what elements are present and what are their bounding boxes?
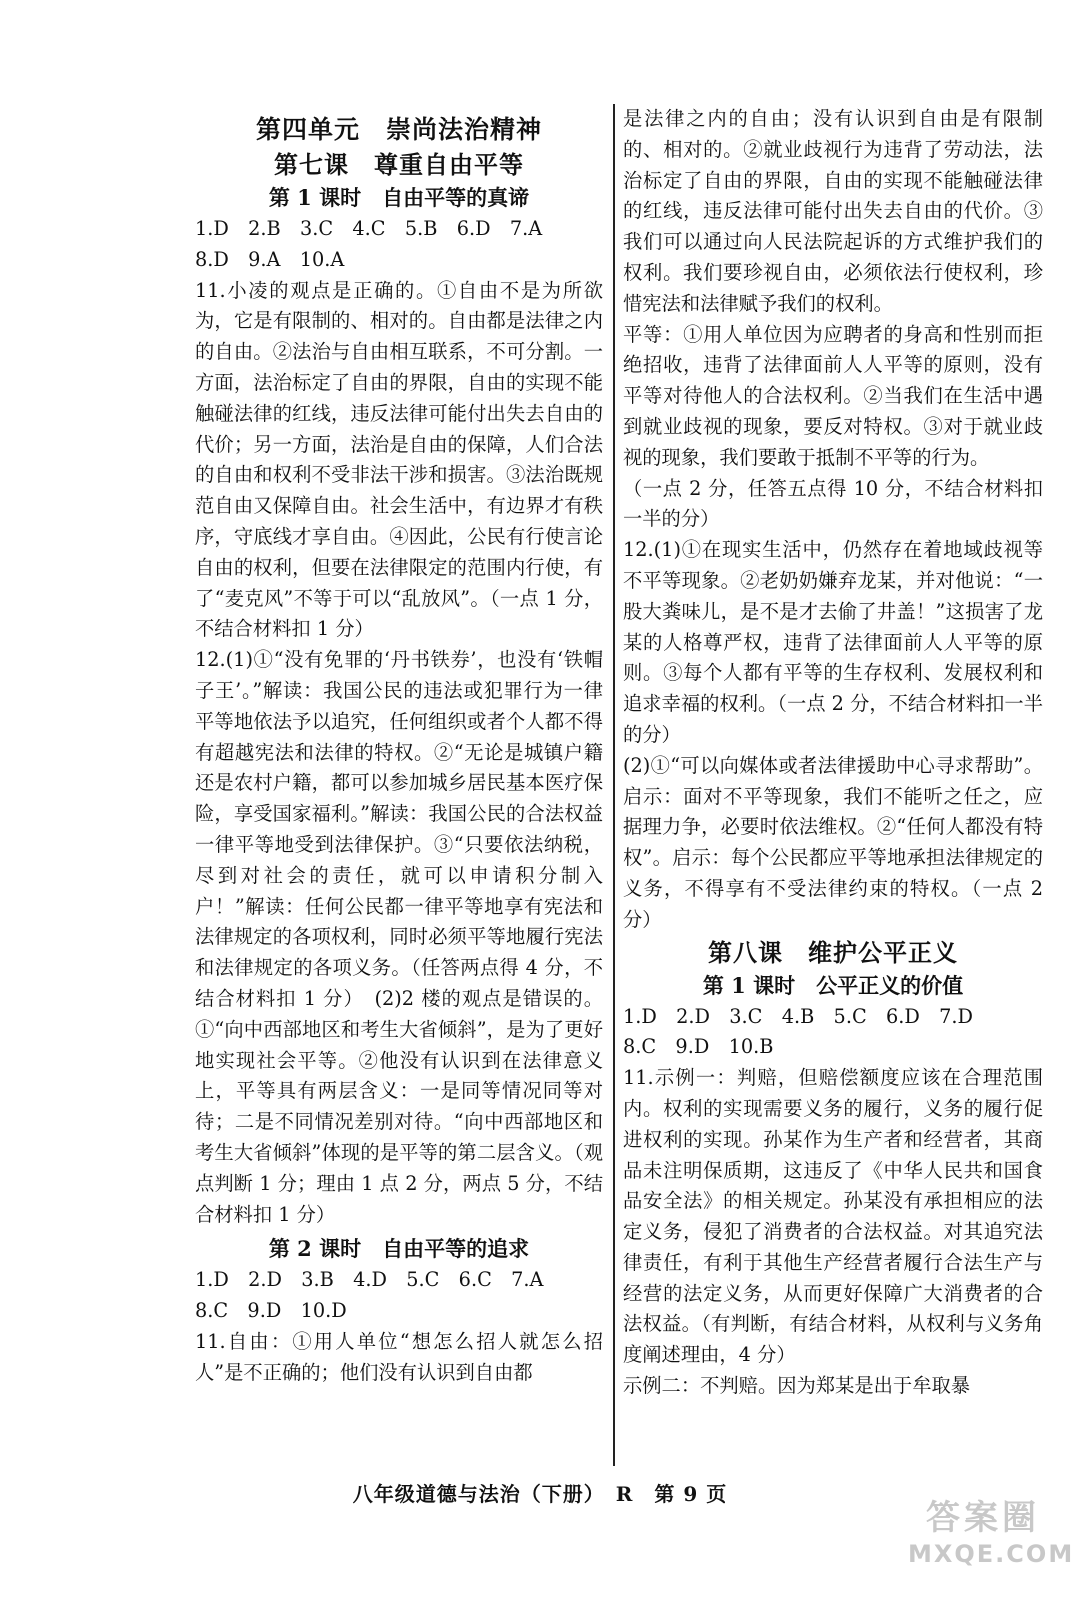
answer-choices-l7p1: 1.D 2.B 3.C 4.C 5.B 6.D 7.A 8.D 9.A 10.A xyxy=(195,217,543,271)
lesson-7-title: 第七课 尊重自由平等 xyxy=(274,150,524,179)
left-column xyxy=(195,112,603,1467)
answer-12-1-l7p2: 12.(1)①在现实生活中，仍然存在着地域歧视等不平等现象。②老奶奶嫌弃龙某，并对他说：“一股大粪味儿，是不是才去偷了井盖！”这损害了龙某的人格尊严权，违背了法律面前人人平等的原则。③每个人都有平等的生存权利、发展权利和追求幸福的权利。（一点 2 分，不结合材料扣一半的分） xyxy=(623,538,1043,746)
answer-11-l8p1: 11.示例一：判赔，但赔偿额度应该在合理范围内。权利的实现需要义务的履行，义务的履行促进权利的实现。孙某作为生产者和经营者，其商品未注明保质期，这违反了《中华人民共和国食品安全法》的相关规定。孙某没有承担相应的法定义务，侵犯了消费者的合法权益。对其追究法律责任，有利于其他生产经营者履行合法生产与经营的法定义务，从而更好保障广大消费者的合法权益。（有判断，有结合材料，从权利与义务角度阐述理由，4 分） xyxy=(623,1066,1043,1367)
watermark-logo xyxy=(908,1496,1075,1578)
answer-11-l8p1-example2: 示例二：不判赔。因为郑某是出于牟取暴 xyxy=(623,1374,971,1398)
lesson-8-period-1-title: 第 1 课时 公平正义的价值 xyxy=(702,972,964,998)
answer-11-l7p2-cont: 是法律之内的自由；没有认识到自由是有限制的、相对的。②就业歧视行为违背了劳动法，法治标定了自由的界限，自由的实现不能触碰法律的红线，违反法律可能付出失去自由的代价。③我们可以通过向人民法院起诉的方式维护我们的权利。我们要珍视自由，必须依法行使权利，珍惜宪法和法律赋予我们的权利。 xyxy=(623,107,1043,315)
lesson-8-title: 第八课 维护公平正义 xyxy=(708,937,958,967)
scoring-note: （一点 2 分，任答五点得 10 分，不结合材料扣一半的分） xyxy=(623,476,1043,531)
unit-title: 第四单元 崇尚法治精神 xyxy=(255,115,542,144)
answer-12-l7p1: 12.(1)①“没有免罪的‘丹书铁券’，也没有‘铁帽子王’。”解读：我国公民的违法或犯罪行为一律平等地依法予以追究，任何组织或者个人都不得有超越宪法和法律的特权。②“无论是城镇户籍还是农村户籍，都可以参加城乡居民基本医疗保险，享受国家福利。”解读：我国公民的合法权益一律平等地受到法律保护。③“只要依法纳税，尽到对社会的责任，就可以申请积分制入户！”解读：任何公民都一律平等地享有宪法和法律规定的各项权利，同时必须平等地履行宪法和法律规定的各项义务。（任答两点得 4 分，不结合材料扣 1 分） (2)2 楼的观点是错误的。①“向中西部地区和考生大省倾斜”，是为了更好地实现社会平等。②他没有认识到在法律意义上，平等具有两层含义：一是同等情况同等对待；二是不同情况差别对待。“向中西部地区和考生大省倾斜”体现的是平等的第二层含义。（观点判断 1 分；理由 1 点 2 分，两点 5 分，不结合材料扣 1 分） xyxy=(195,648,603,1226)
answer-equality: 平等：①用人单位因为应聘者的身高和性别而拒绝招收，违背了法律面前人人平等的原则，没有平等对待他人的合法权利。②当我们在生活中遇到就业歧视的现象，要反对特权。③对于就业歧视的现象，我们要敢于抵制不平等的行为。 xyxy=(623,322,1043,469)
lesson-7-period-2-title: 第 2 课时 自由平等的追求 xyxy=(268,1236,530,1262)
watermark-text: 答案圈 xyxy=(926,1498,1040,1538)
lesson-7-period-1-title: 第 1 课时 自由平等的真谛 xyxy=(268,185,530,210)
answer-choices-l7p2: 1.D 2.D 3.B 4.D 5.C 6.C 7.A 8.C 9.D 10.D xyxy=(195,1268,544,1323)
watermark-url: MXQE.COM xyxy=(908,1540,1075,1568)
answer-11-l7p2-start: 11.自由：①用人单位“想怎么招人就怎么招人”是不正确的；他们没有认识到自由都 xyxy=(195,1329,603,1384)
answer-choices-l8p1: 1.D 2.D 3.C 4.B 5.C 6.D 7.D 8.C 9.D 10.B xyxy=(623,1004,973,1059)
answer-12-2-l7p2: (2)①“可以向媒体或者法律援助中心寻求帮助”。启示：面对不平等现象，我们不能听之任之，应据理力争，必要时依法维权。②“任何人都没有特权”。启示：每个公民都应平等地承担法律规定的义务，不得享有不受法律约束的特权。（一点 2 分） xyxy=(623,753,1050,931)
answer-11-l7p1: 11.小凌的观点是正确的。①自由不是为所欲为，它是有限制的、相对的。自由都是法律之内的自由。②法治与自由相互联系，不可分割。一方面，法治标定了自由的界限，自由的实现不能触碰法律的红线，违反法律可能付出失去自由的代价；另一方面，法治是自由的保障，人们合法的自由和权利不受非法干涉和损害。③法治既规范自由又保障自由。社会生活中，有边界才有秩序，守底线才享自由。④因此，公民有行使言论自由的权利，但要在法律限定的范围内行使，有了“麦克风”不等于可以“乱放风”。（一点 1 分，不结合材料扣 1 分） xyxy=(195,278,603,641)
column-divider xyxy=(613,104,615,1466)
right-column xyxy=(623,104,1050,1459)
page-footer: 八年级道德与法治（下册） R 第 9 页 xyxy=(352,1482,728,1506)
